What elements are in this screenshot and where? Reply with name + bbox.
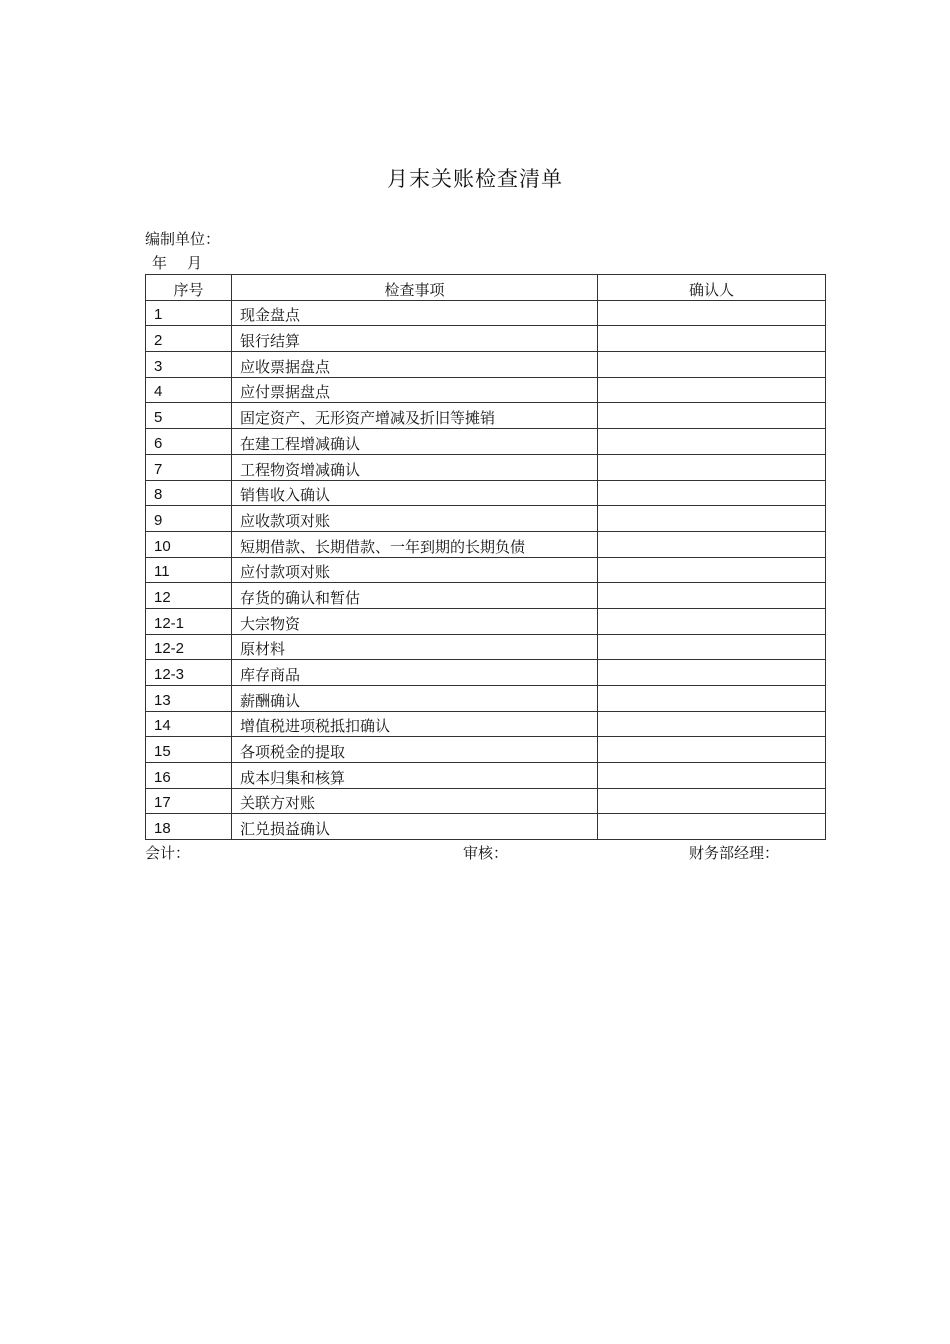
- finance-manager-signature-label: 财务部经理：: [689, 844, 780, 862]
- row-number: 16: [146, 763, 232, 789]
- check-item: 增值税进项税抵扣确认: [232, 711, 598, 737]
- check-item: 薪酬确认: [232, 686, 598, 712]
- confirmer-cell[interactable]: [598, 352, 826, 378]
- row-number: 9: [146, 506, 232, 532]
- table-row: [146, 763, 826, 789]
- confirmer-cell[interactable]: [598, 711, 826, 737]
- confirmer-cell[interactable]: [598, 608, 826, 634]
- confirmer-cell[interactable]: [598, 326, 826, 352]
- checklist-table: [145, 274, 826, 840]
- row-number: 5: [146, 403, 232, 429]
- month-label: 月: [187, 254, 203, 272]
- table-header-row: [146, 275, 826, 301]
- check-item: 银行结算: [232, 326, 598, 352]
- check-item: 存货的确认和暂估: [232, 583, 598, 609]
- check-item: 原材料: [232, 634, 598, 660]
- table-row: [146, 506, 826, 532]
- confirmer-cell[interactable]: [598, 557, 826, 583]
- confirmer-cell[interactable]: [598, 737, 826, 763]
- confirmer-cell[interactable]: [598, 660, 826, 686]
- confirmer-cell[interactable]: [598, 634, 826, 660]
- table-row: [146, 377, 826, 403]
- row-number: 13: [146, 686, 232, 712]
- column-header-confirmer: 确认人: [598, 275, 826, 301]
- row-number: 6: [146, 429, 232, 455]
- table-row: [146, 711, 826, 737]
- check-item: 应付票据盘点: [232, 377, 598, 403]
- confirmer-cell[interactable]: [598, 300, 826, 326]
- row-number: 1: [146, 300, 232, 326]
- confirmer-cell[interactable]: [598, 686, 826, 712]
- check-item: 关联方对账: [232, 788, 598, 814]
- check-item: 在建工程增减确认: [232, 429, 598, 455]
- row-number: 14: [146, 711, 232, 737]
- table-row: [146, 403, 826, 429]
- confirmer-cell[interactable]: [598, 480, 826, 506]
- column-header-item: 检查事项: [232, 275, 598, 301]
- row-number: 10: [146, 531, 232, 557]
- table-row: [146, 788, 826, 814]
- confirmer-cell[interactable]: [598, 377, 826, 403]
- year-label: 年: [152, 254, 168, 272]
- row-number: 7: [146, 454, 232, 480]
- row-number: 12-3: [146, 660, 232, 686]
- check-item: 固定资产、无形资产增减及折旧等摊销: [232, 403, 598, 429]
- table-row: [146, 583, 826, 609]
- row-number: 17: [146, 788, 232, 814]
- check-item: 汇兑损益确认: [232, 814, 598, 840]
- accountant-signature-label: 会计：: [145, 844, 191, 862]
- table-row: [146, 634, 826, 660]
- table-row: [146, 352, 826, 378]
- table-row: [146, 429, 826, 455]
- table-row: [146, 608, 826, 634]
- check-item: 各项税金的提取: [232, 737, 598, 763]
- table-row: [146, 480, 826, 506]
- column-header-no: 序号: [146, 275, 232, 301]
- check-item: 应收票据盘点: [232, 352, 598, 378]
- check-item: 现金盘点: [232, 300, 598, 326]
- table-row: [146, 531, 826, 557]
- check-item: 大宗物资: [232, 608, 598, 634]
- row-number: 8: [146, 480, 232, 506]
- table-row: [146, 326, 826, 352]
- table-row: [146, 660, 826, 686]
- confirmer-cell[interactable]: [598, 429, 826, 455]
- row-number: 12: [146, 583, 232, 609]
- row-number: 3: [146, 352, 232, 378]
- confirmer-cell[interactable]: [598, 814, 826, 840]
- row-number: 4: [146, 377, 232, 403]
- confirmer-cell[interactable]: [598, 531, 826, 557]
- table-row: [146, 557, 826, 583]
- confirmer-cell[interactable]: [598, 454, 826, 480]
- row-number: 2: [146, 326, 232, 352]
- confirmer-cell[interactable]: [598, 788, 826, 814]
- table-row: [146, 454, 826, 480]
- table-row: [146, 686, 826, 712]
- confirmer-cell[interactable]: [598, 403, 826, 429]
- row-number: 15: [146, 737, 232, 763]
- check-item: 成本归集和核算: [232, 763, 598, 789]
- table-row: [146, 814, 826, 840]
- page-title: 月末关账检查清单: [387, 167, 563, 191]
- table-row: [146, 300, 826, 326]
- table-row: [146, 737, 826, 763]
- row-number: 18: [146, 814, 232, 840]
- row-number: 11: [146, 557, 232, 583]
- check-item: 库存商品: [232, 660, 598, 686]
- review-signature-label: 审核：: [463, 844, 509, 862]
- check-item: 应付款项对账: [232, 557, 598, 583]
- check-item: 工程物资增减确认: [232, 454, 598, 480]
- row-number: 12-1: [146, 608, 232, 634]
- period-year-month: [152, 253, 202, 273]
- confirmer-cell[interactable]: [598, 506, 826, 532]
- confirmer-cell[interactable]: [598, 583, 826, 609]
- check-item: 应收款项对账: [232, 506, 598, 532]
- prepared-by-unit-label: 编制单位：: [145, 230, 221, 248]
- confirmer-cell[interactable]: [598, 763, 826, 789]
- check-item: 销售收入确认: [232, 480, 598, 506]
- row-number: 12-2: [146, 634, 232, 660]
- check-item: 短期借款、长期借款、一年到期的长期负债: [232, 531, 598, 557]
